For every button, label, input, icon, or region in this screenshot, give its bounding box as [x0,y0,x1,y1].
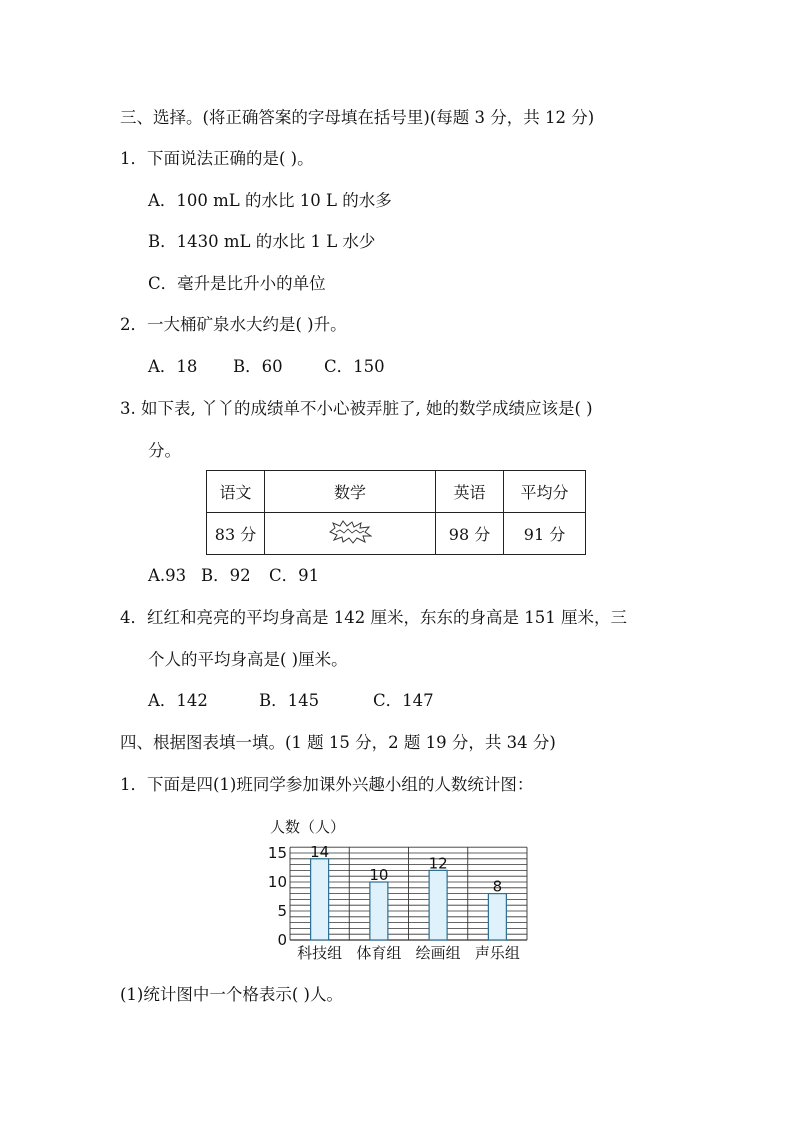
table-row [207,513,586,555]
bar [488,894,506,940]
q4-stem: 4．红红和亮亮的平均身高是 142 厘米，东东的身高是 151 厘米，三 [120,608,627,627]
bar-value-label: 12 [428,854,448,873]
q3-options [148,565,319,587]
table-header-cell: 平均分 [504,471,586,513]
chart-y-ticks [268,844,287,949]
section3-heading: 三、选择。(将正确答案的字母填在括号里)(每题 3 分，共 12 分) [120,108,595,127]
section4-heading: 四、根据图表填一填。(1 题 15 分，2 题 19 分，共 34 分) [120,733,556,752]
table-header-cell: 语文 [207,471,265,513]
q3-option-b: B．92 [201,566,251,585]
x-tick-label: 绘画组 [415,944,461,962]
chart-ylabel: 人数（人） [270,818,346,836]
bar [311,859,329,940]
y-tick-label: 10 [267,873,287,891]
q4-option-b: B．145 [259,691,320,710]
q1-stem: 1．下面说法正确的是( )。 [120,149,314,168]
s4-q1-stem: 1．下面是四(1)班同学参加课外兴趣小组的人数统计图： [120,775,534,794]
q3-option-a: A.93 [148,566,187,585]
bar-value-label: 10 [369,866,389,884]
bar [429,870,447,940]
bar-value-label: 8 [492,877,503,896]
q3-option-c: C．91 [269,566,320,585]
smudged-cell [265,513,436,555]
table-header-cell: 数学 [265,471,436,513]
q4-stem-cont: 个人的平均身高是( )厘米。 [148,650,348,669]
y-tick-label: 15 [267,844,287,862]
q3-stem: 3. 如下表, 丫丫的成绩单不小心被弄脏了, 她的数学成绩应该是( ) [120,399,593,418]
table-cell: 98 分 [436,513,504,555]
table-header-cell: 英语 [436,471,504,513]
q4-options [148,690,434,712]
q2-options [148,356,385,378]
x-tick-label: 体育组 [356,944,402,962]
table-cell: 83 分 [207,513,265,555]
table-cell: 91 分 [504,513,586,555]
q4-option-a: A．142 [148,691,208,710]
y-tick-label: 0 [277,931,287,949]
x-tick-label: 科技组 [297,944,343,962]
bar-chart [262,810,542,966]
q4-option-c: C．147 [373,691,434,710]
x-tick-label: 声乐组 [474,944,520,962]
bar-value-label: 14 [310,842,330,861]
table-row [207,471,586,513]
y-tick-label: 5 [277,902,287,920]
q1-option-a: A．100 mL 的水比 10 L 的水多 [148,191,392,210]
q3-stem-cont: 分。 [148,441,181,460]
chart-x-ticks [297,944,520,962]
bar [370,882,388,940]
q2-option-a: A．18 [148,357,198,376]
q2-option-c: C．150 [324,357,385,376]
smudge-icon [328,520,372,544]
q1-option-b: B．1430 mL 的水比 1 L 水少 [148,232,376,251]
q2-option-b: B．60 [233,357,283,376]
score-table [206,470,586,555]
q2-stem: 2．一大桶矿泉水大约是( )升。 [120,315,347,334]
q1-option-c: C．毫升是比升小的单位 [148,274,326,293]
s4-q1-sub1: (1)统计图中一个格表示( )人。 [120,985,343,1004]
